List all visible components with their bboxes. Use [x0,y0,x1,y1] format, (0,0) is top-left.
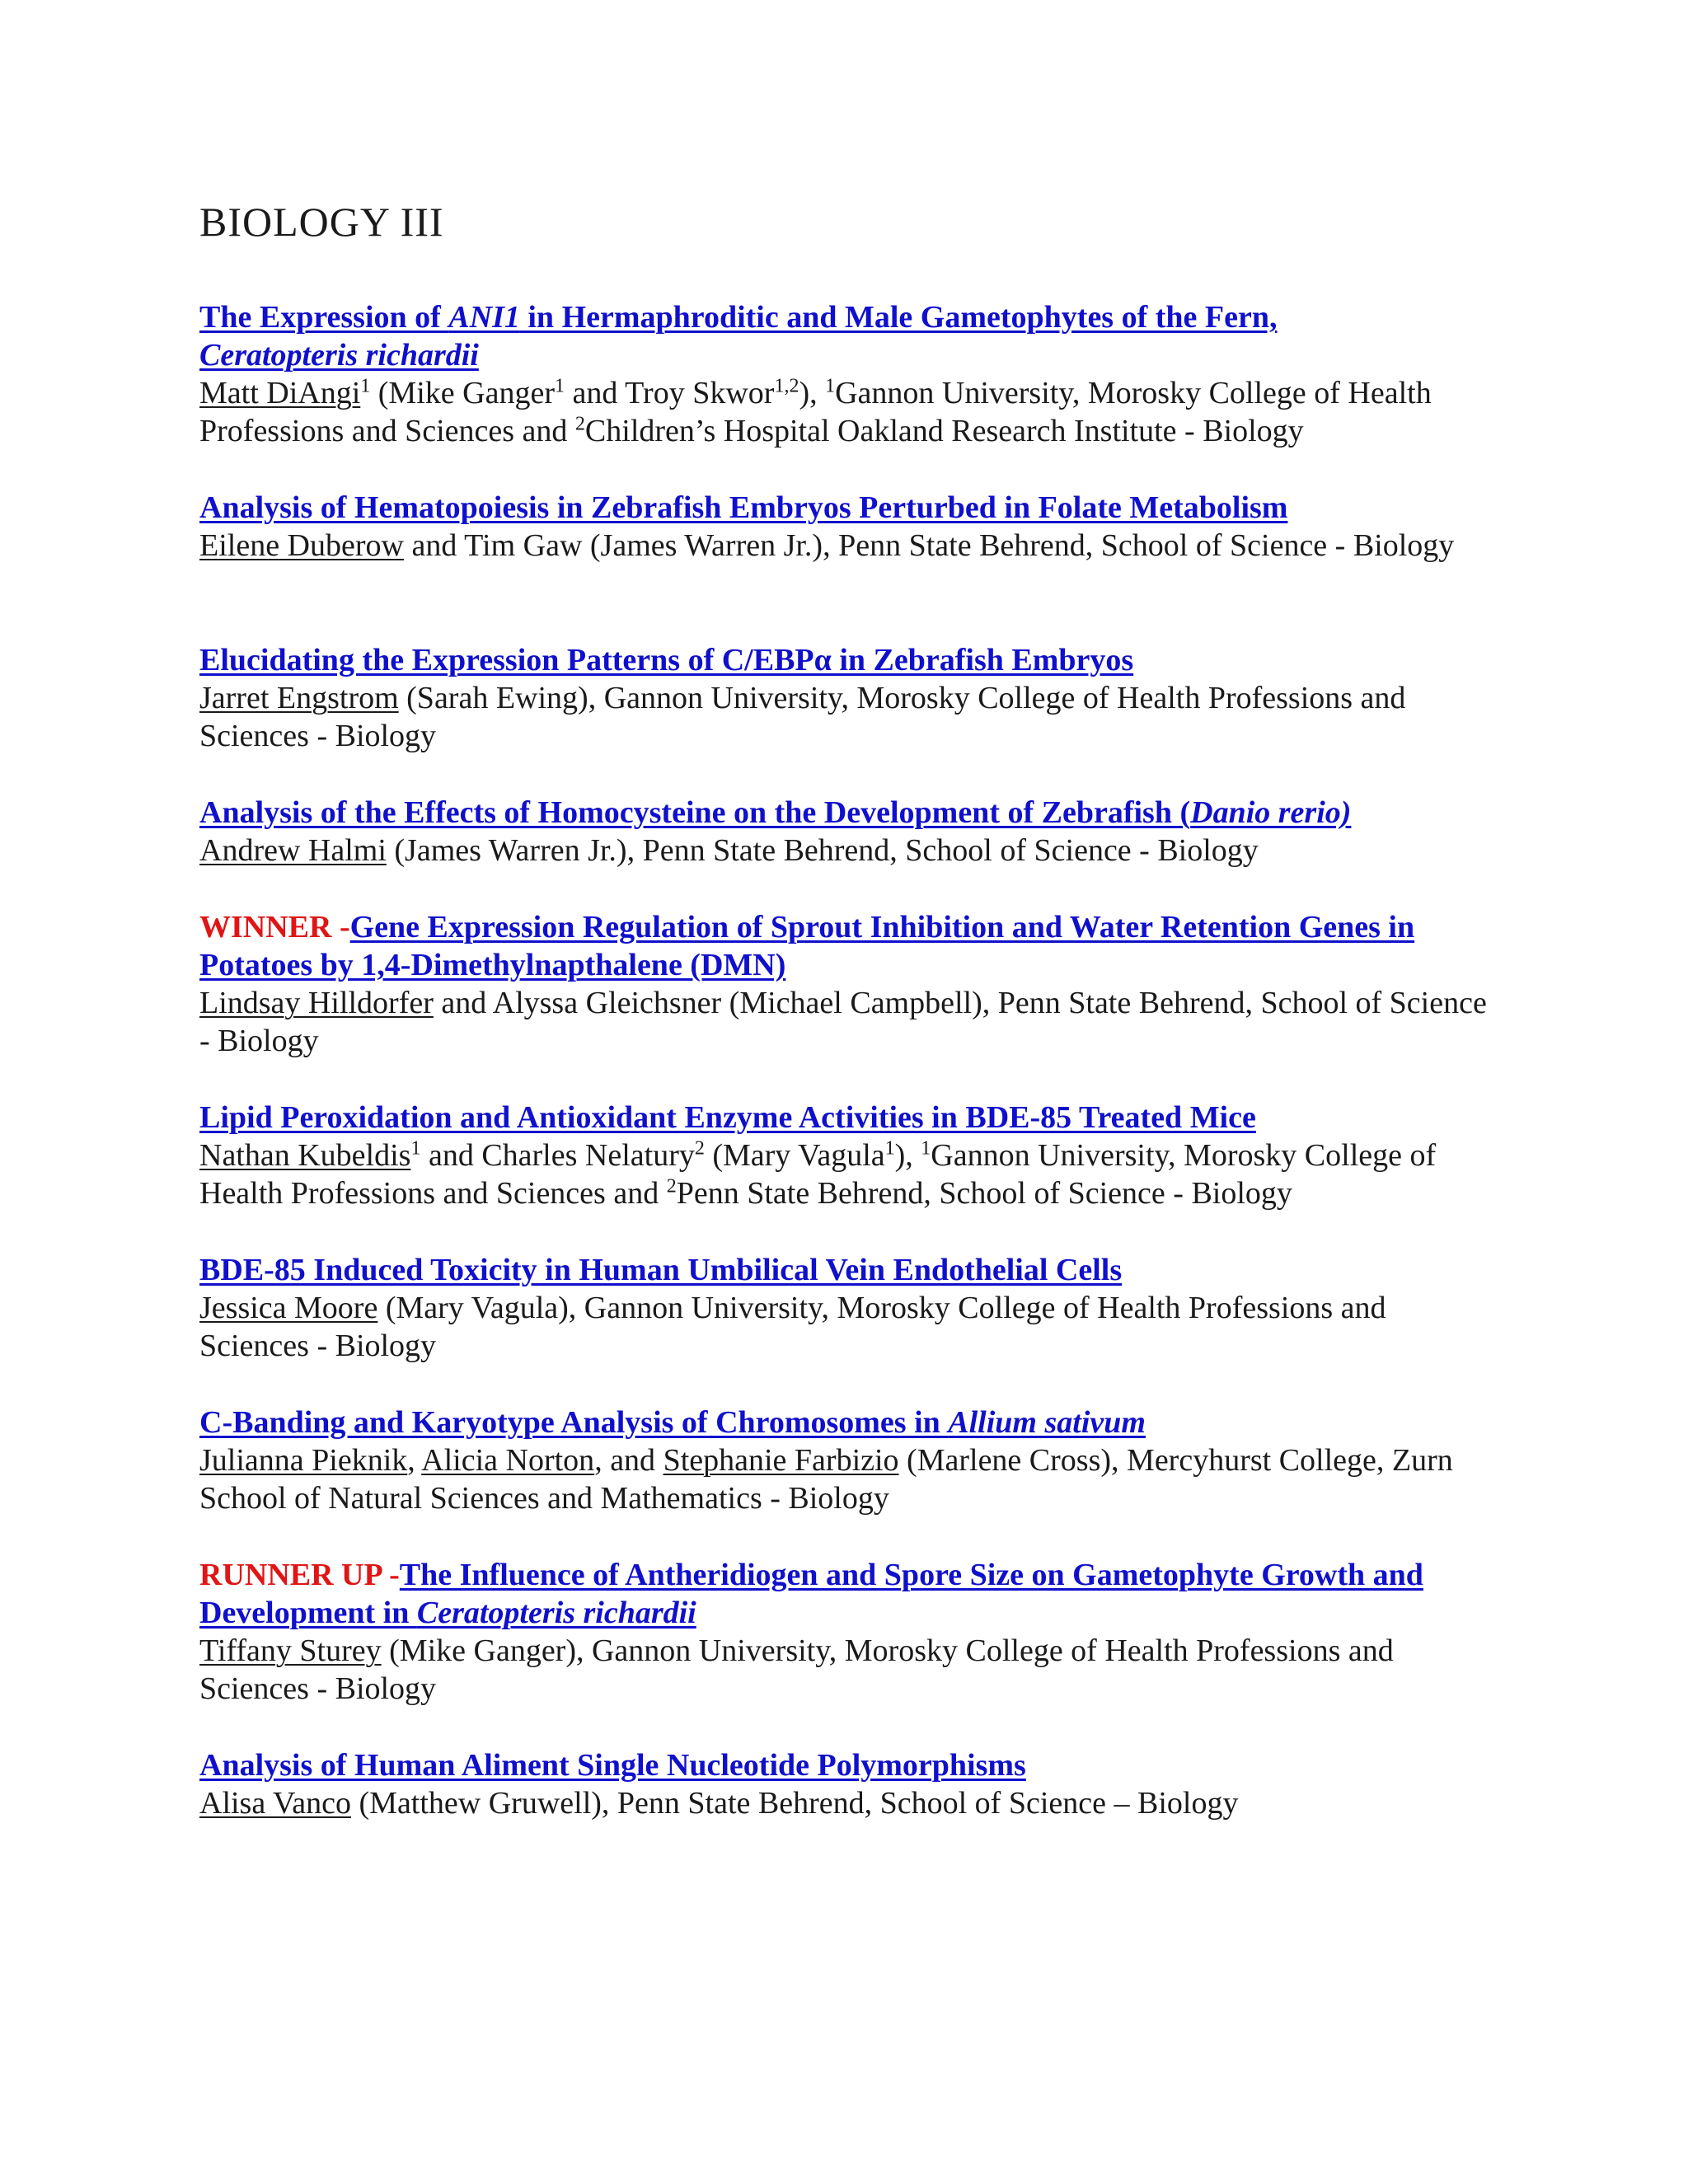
entry-title [199,641,1502,679]
entry-authors: Lindsay Hilldorfer and Alyssa Gleichsner (Michael Campbell), Penn State Behrend, School of Science - Biology [199,986,1487,1058]
entry-authors: Alisa Vanco (Matthew Gruwell), Penn State Behrend, School of Science – Biology [199,1786,1239,1821]
entry-title [199,794,1502,832]
presenter-name: Alicia Norton [421,1443,595,1478]
abstract-entry [199,1746,1502,1822]
entry-title-link[interactable]: Analysis of the Effects of Homocysteine on the Development of Zebrafish (Danio rerio) [199,795,1352,830]
entry-title [199,489,1502,527]
entry-title [199,908,1502,984]
entry-title [199,1251,1502,1289]
abstract-entry [199,908,1502,1060]
presenter-name: Tiffany Sturey [199,1633,382,1668]
winner-label: WINNER - [199,910,350,944]
abstract-entry [199,298,1502,450]
entry-title-link[interactable]: Analysis of Human Aliment Single Nucleotide Polymorphisms [199,1748,1026,1783]
entry-title [199,1404,1502,1441]
entry-title [199,298,1502,374]
presenter-name: Stephanie Farbizio [663,1443,899,1478]
entry-authors: Eilene Duberow and Tim Gaw (James Warren Jr.), Penn State Behrend, School of Science - Biology [199,528,1455,563]
entry-title-link[interactable]: The Expression of ANI1 in Hermaphroditic and Male Gametophytes of the Fern, Ceratopteris richardii [199,300,1278,373]
abstract-entry [199,1404,1502,1517]
presenter-name: Nathan Kubeldis [199,1138,411,1173]
presenter-name: Alisa Vanco [199,1786,351,1821]
entry-title [199,1099,1502,1137]
entry-authors: Andrew Halmi (James Warren Jr.), Penn State Behrend, School of Science - Biology [199,833,1259,868]
entry-authors: Matt DiAngi$^1$ (Mike Ganger$^1$ and Troy Skwor$^{1,2}$), $^1$Gannon University, Morosky College of Health Professions and Sciences and $^2$Children’s Hospital Oakland Research Institute - Biology [199,375,1432,448]
entry-title-link[interactable]: Gene Expression Regulation of Sprout Inhibition and Water Retention Genes in Potatoes by 1,4-Dimethylnapthalene (DMN) [199,910,1415,982]
entry-authors: Jarret Engstrom (Sarah Ewing), Gannon University, Morosky College of Health Professions and Sciences - Biology [199,681,1406,753]
presenter-name: Lindsay Hilldorfer [199,986,434,1020]
entry-title-link[interactable]: Analysis of Hematopoiesis in Zebrafish Embryos Perturbed in Folate Metabolism [199,490,1288,525]
entry-title [199,1746,1502,1784]
presenter-name: Andrew Halmi [199,833,387,868]
entry-authors: Tiffany Sturey (Mike Ganger), Gannon University, Morosky College of Health Professions and Sciences - Biology [199,1633,1394,1706]
presenter-name: Eilene Duberow [199,528,404,563]
entry-title-link[interactable]: C-Banding and Karyotype Analysis of Chromosomes in Allium sativum [199,1405,1146,1440]
runner-up-label: RUNNER UP - [199,1558,400,1592]
presenter-name: Julianna Pieknik [199,1443,408,1478]
presenter-name: Jessica Moore [199,1291,378,1325]
presenter-name: Matt DiAngi [199,376,361,410]
entry-title-link[interactable]: BDE-85 Induced Toxicity in Human Umbilical Vein Endothelial Cells [199,1253,1123,1287]
abstract-entry [199,489,1502,565]
abstract-entry [199,1556,1502,1708]
abstract-entry [199,1251,1502,1365]
entry-authors: Jessica Moore (Mary Vagula), Gannon University, Morosky College of Health Professions and Sciences - Biology [199,1291,1386,1363]
entry-title-link[interactable]: Elucidating the Expression Patterns of C/EBPα in Zebrafish Embryos [199,643,1134,677]
entry-title-link[interactable]: Lipid Peroxidation and Antioxidant Enzyme Activities in BDE-85 Treated Mice [199,1100,1256,1135]
entry-title [199,1556,1502,1632]
entry-authors: Julianna Pieknik, Alicia Norton, and Stephanie Farbizio (Marlene Cross), Mercyhurst College, Zurn School of Natural Sciences and Mathematics - Biology [199,1443,1453,1516]
presenter-name: Jarret Engstrom [199,681,399,715]
abstract-entry [199,794,1502,869]
abstract-entry [199,1099,1502,1212]
page-title: BIOLOGY III [199,199,444,245]
entry-authors: Nathan Kubeldis$^1$ and Charles Nelatury$^2$ (Mary Vagula$^1$), $^1$Gannon University, Morosky College of Health Professions and Sciences and $^2$Penn State Behrend, School of Science - Biology [199,1137,1437,1211]
abstract-entry [199,641,1502,755]
entry-title-link[interactable]: The Influence of Antheridiogen and Spore Size on Gametophyte Growth and Development in Ceratopteris richardii [199,1558,1423,1630]
